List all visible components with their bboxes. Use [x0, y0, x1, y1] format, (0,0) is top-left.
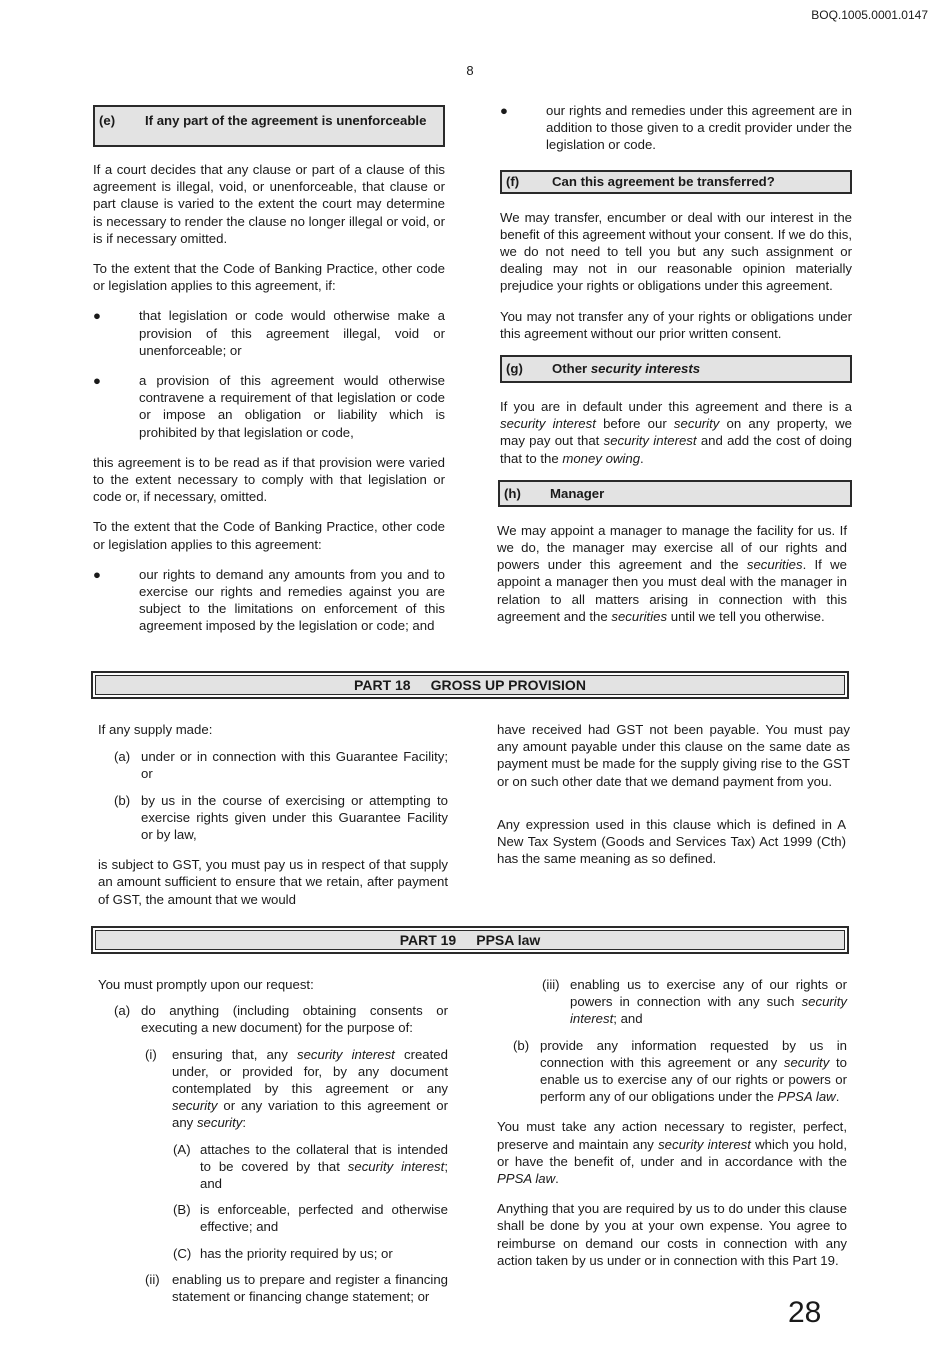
section-e-title: If any part of the agreement is unenforceable [145, 113, 427, 128]
part-19-right [497, 976, 847, 1269]
section-g-letter: (g) [506, 361, 523, 377]
part-18-number: PART 18 [354, 677, 411, 693]
part-19-number: PART 19 [399, 932, 457, 948]
section-e-para-4: To the extent that the Code of Banking Practice, other code or legislation applies to this agreement: [93, 519, 445, 552]
list-item [145, 1046, 448, 1132]
footer-page-number: 28 [788, 1296, 822, 1329]
part-18-para-2: have received had GST not been payable. You must pay any amount payable under this clause on the same date as payment must be made for the supply giving rise to the GST or on such other date that we demand payment from you. [497, 722, 850, 789]
list-item [114, 1002, 448, 1036]
part-19-title: PPSA law [476, 932, 541, 948]
part-19-para-1: You must take any action necessary to register, perfect, preserve and maintain any security interest which you hold, or have the benefit of, under and in accordance with the PPSA law. [497, 1119, 847, 1187]
item-label: (b) [513, 1037, 530, 1053]
item-text: provide any information requested by us in connection with this agreement or any security to enable us to exercise any of our rights or powers or perform any of our obligations under the PPSA law. [540, 1037, 847, 1105]
section-e-para-2: To the extent that the Code of Banking Practice, other code or legislation applies to this agreement, if: [93, 261, 445, 294]
part-19-heading [91, 926, 849, 954]
item-label: (A) [173, 1141, 191, 1157]
bullet-text: our rights to demand any amounts from you and to exercise our rights and remedies against you are subject to the limitations on enforcement of this agreement imposed by the legislation or code; and [139, 566, 445, 634]
item-text: has the priority required by us; or [200, 1245, 393, 1261]
item-label: (a) [114, 749, 131, 765]
part-18-para-3: Any expression used in this clause which is defined in A New Tax System (Goods and Services Tax) Act 1999 (Cth) has the same meaning as so defined. [497, 816, 846, 867]
item-label: (C) [173, 1245, 192, 1261]
list-item [93, 566, 445, 635]
item-text: by us in the course of exercising or attempting to exercise rights given under this Guarantee Facility or by law, [141, 792, 448, 843]
item-text: attaches to the collateral that is intended to be covered by that security interest; and [200, 1141, 448, 1192]
item-text: ensuring that, any security interest created under, or provided for, by any document contemplated by this agreement or any security or any variation to this agreement or any security: [172, 1046, 448, 1131]
section-e-para-1: If a court decides that any clause or part of a clause of this agreement is illegal, void, or unenforceable, that clause or part clause is varied to the extent the court may determine is necessary to render the clause no longer illegal or void, or is if necessary omitted. [93, 162, 445, 246]
section-g-heading [500, 355, 852, 383]
list-item [93, 372, 445, 441]
part-18-right [497, 721, 850, 867]
section-e-para-3: this agreement is to be read as if that provision were varied to the extent necessary to comply with that legislation or code or, if necessary, omitted. [93, 454, 445, 505]
list-item [513, 1037, 847, 1106]
item-label: (B) [173, 1202, 191, 1218]
section-g-para: If you are in default under this agreement and there is a security interest before our security on any property, we may pay out that security interest and add the cost of doing that to the money owing. [500, 399, 852, 466]
list-item [173, 1245, 448, 1262]
item-text: under or in connection with this Guarantee Facility; or [141, 749, 448, 782]
list-item [173, 1141, 448, 1193]
section-f-letter: (f) [506, 173, 520, 189]
item-label: (b) [114, 792, 131, 808]
list-item [145, 1271, 448, 1305]
list-item [542, 976, 847, 1028]
part-19-intro: You must promptly upon our request: [98, 977, 314, 992]
bullet-icon: ● [93, 308, 101, 324]
part-18-left [98, 721, 448, 908]
list-item [500, 102, 852, 154]
list-item [114, 748, 448, 782]
section-h-para: We may appoint a manager to manage the facility for us. If we do, the manager may exercise all of our rights and powers under this agreement and the securities. If we appoint a manager then you must deal with the manager in relation to all matters arising in connection with this agreement and the securities until we tell you otherwise. [497, 522, 847, 624]
section-e [93, 105, 445, 635]
bullet-text: that legislation or code would otherwise make a provision of this agreement illegal, void or unenforceable; or [139, 308, 445, 358]
item-text: enabling us to exercise any of our rights or powers in connection with any such security interest; and [570, 977, 847, 1027]
item-label: (ii) [145, 1271, 160, 1287]
part-18-intro: If any supply made: [98, 722, 213, 737]
list-item [93, 307, 445, 359]
section-f-heading [500, 170, 852, 194]
section-f-para-2: You may not transfer any of your rights or obligations under this agreement without our prior written consent. [500, 308, 852, 341]
part-19-para-2: Anything that you are required by us to do under this clause shall be done by you at your own expense. You agree to reimburse on demand our costs in connection with any action taken by us under or in connection with this Part 19. [497, 1201, 847, 1268]
section-f-title: Can this agreement be transferred? [552, 173, 775, 189]
part-18-heading [91, 671, 849, 699]
part-18-para-1: is subject to GST, you must pay us in respect of that supply an amount sufficient to ensure that we retain, after payment of GST, the amount that we would [98, 857, 448, 907]
bullet-icon: ● [500, 103, 508, 118]
bullet-text: a provision of this agreement would otherwise contravene a requirement of that legislation or code or impose an obligation or liability which is prohibited by that legislation or code, [139, 373, 445, 440]
list-item [173, 1201, 448, 1235]
item-label: (i) [145, 1046, 157, 1062]
bullet-icon: ● [93, 566, 101, 582]
section-f-para-1: We may transfer, encumber or deal with our interest in the benefit of this agreement without your consent. If we do this, we do not need to tell you but any such assignment or dealing may not in our reasonable opinion materially prejudice your rights or obligations under this agreement. [500, 209, 852, 294]
document-id: BOQ.1005.0001.0147 [811, 8, 928, 22]
bullet-text: our rights and remedies under this agreement are in addition to those given to a credit provider under the legislation or code. [546, 103, 852, 153]
section-h-letter: (h) [504, 485, 521, 501]
item-text: enabling us to prepare and register a financing statement or financing change statement; or [172, 1271, 448, 1305]
section-g-title: Other security interests [552, 361, 701, 377]
part-18-title: GROSS UP PROVISION [430, 677, 586, 693]
item-text: do anything (including obtaining consents or executing a new document) for the purpose of: [141, 1003, 448, 1036]
list-item [114, 792, 448, 844]
item-text: is enforceable, perfected and otherwise effective; and [200, 1202, 448, 1235]
bullet-icon: ● [93, 373, 101, 389]
section-h-heading [498, 480, 852, 507]
part-19-left [98, 976, 448, 1305]
section-h-title: Manager [550, 485, 605, 501]
page-number: 8 [466, 63, 474, 78]
right-column-top [497, 102, 852, 625]
section-e-letter: (e) [99, 113, 116, 128]
item-label: (iii) [542, 977, 560, 992]
item-label: (a) [114, 1003, 131, 1019]
section-e-heading [93, 105, 445, 147]
